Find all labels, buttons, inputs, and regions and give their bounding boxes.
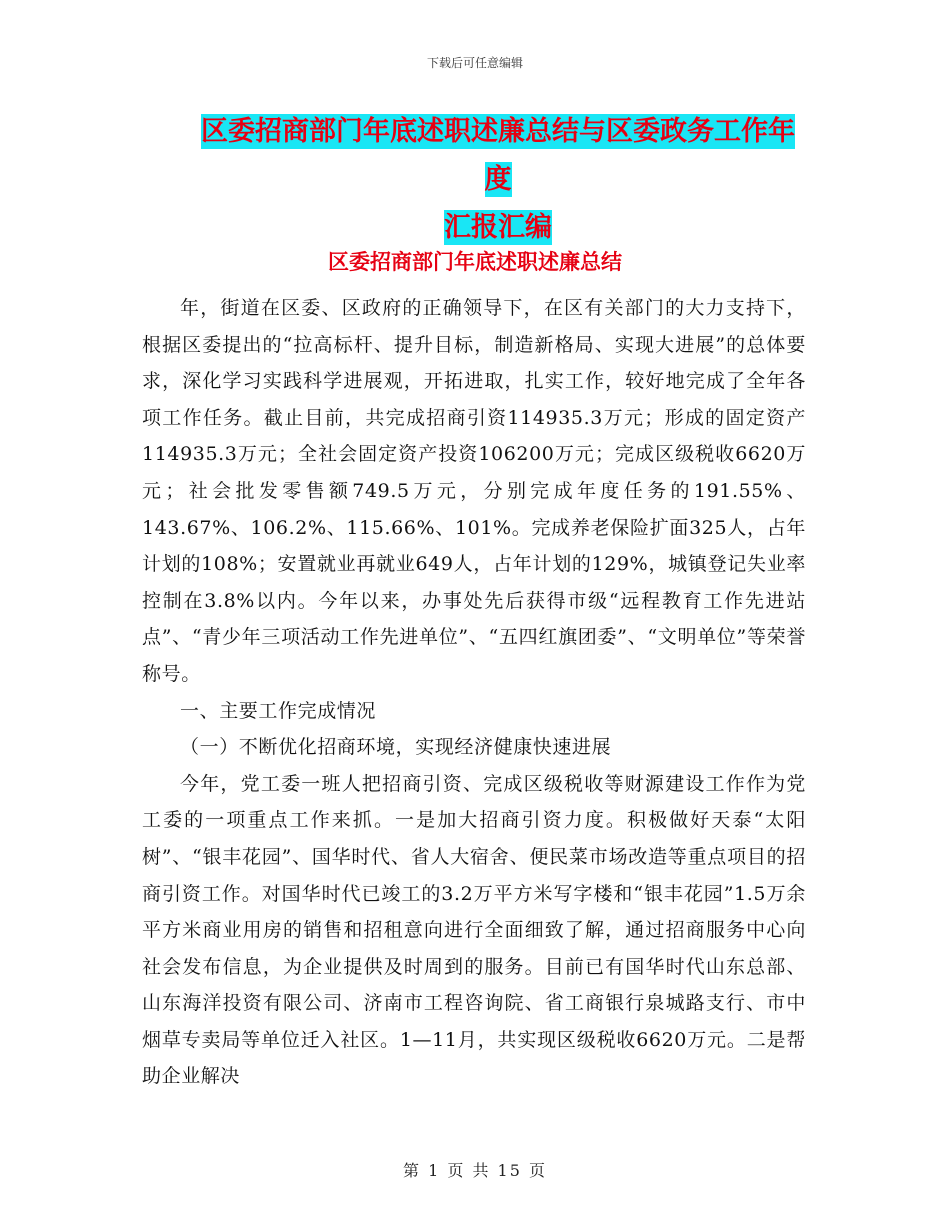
document-title-line-1: 区委招商部门年底述职述廉总结与区委政务工作年度 (201, 116, 795, 195)
header-note: 下载后可任意编辑 (426, 56, 523, 70)
body-text (142, 290, 806, 1095)
paragraph-subheading-1: （一）不断优化招商环境，实现经济健康快速进展 (180, 736, 612, 759)
paragraph-heading-1: 一、主要工作完成情况 (180, 699, 377, 722)
page-number-footer: 第 1 页 共 15 页 (403, 1161, 547, 1180)
paragraph-body-1: 今年，党工委一班人把招商引资、完成区级税收等财源建设工作作为党工委的一项重点工作来抓。一是加大招商引资力度。积极做好天泰“太阳树”、“银丰花园”、国华时代、省人大宿舍、便民菜市场改造等重点项目的招商引资工作。对国华时代已竣工的3.2万平方米写字楼和“银丰花园”1.5万余平方米商业用房的销售和招租意向进行全面细致了解，通过招商服务中心向社会发布信息，为企业提供及时周到的服务。目前已有国华时代山东总部、山东海洋投资有限公司、济南市工程咨询院、省工商银行泉城路支行、市中烟草专卖局等单位迁入社区。1—11月，共实现区级税收6620万元。二是帮助企业解决 (142, 772, 806, 1088)
section-heading: 区委招商部门年底述职述廉总结 (328, 250, 622, 274)
document-title-line-2: 汇报汇编 (444, 212, 552, 243)
paragraph-intro: 年，街道在区委、区政府的正确领导下，在区有关部门的大力支持下，根据区委提出的“拉高标杆、提升目标，制造新格局、实现大进展”的总体要求，深化学习实践科学进展观，开拓进取，扎实工作，较好地完成了全年各项工作任务。截止目前，共完成招商引资114935.3万元；形成的固定资产114935.3万元；全社会固定资产投资106200万元；完成区级税收6620万元；社会批发零售额749.5万元，分别完成年度任务的191.55%、143.67%、106.2%、115.66%、101%。完成养老保险扩面325人，占年计划的108%；安置就业再就业649人，占年计划的129%，城镇登记失业率控制在3.8%以内。今年以来，办事处先后获得市级“远程教育工作先进站点”、“青少年三项活动工作先进单位”、“五四红旗团委”、“文明单位”等荣誉称号。 (142, 297, 806, 685)
document-title (188, 108, 808, 252)
